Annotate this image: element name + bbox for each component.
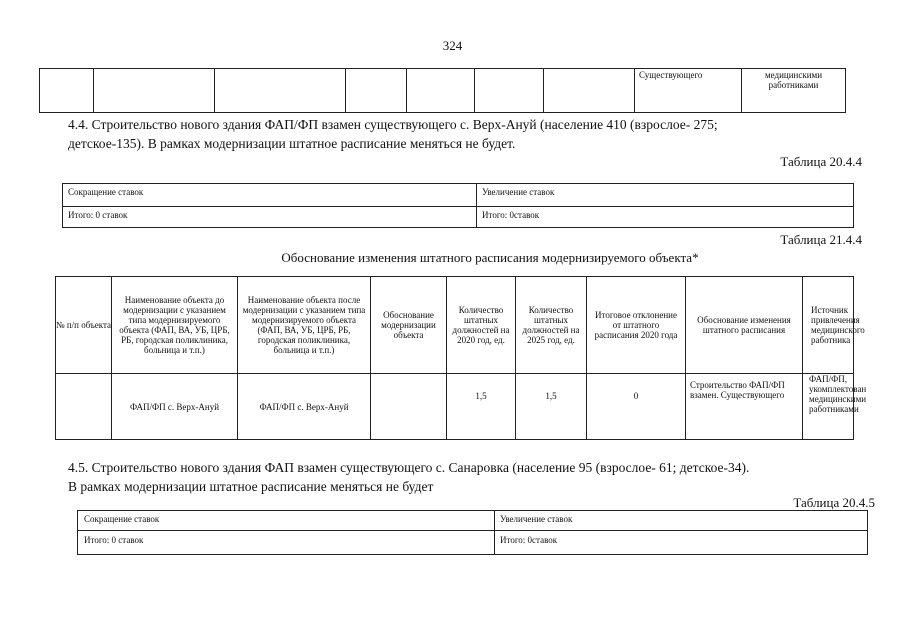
row-name-before: ФАП/ФП с. Верх-Ануй <box>112 374 238 440</box>
table-21-4-4-title: Обоснование изменения штатного расписания модернизируемого объекта* <box>281 250 699 265</box>
reduction-total: Итого: 0 ставок <box>63 207 477 228</box>
row-name-after: ФАП/ФП с. Верх-Ануй <box>238 374 371 440</box>
header-count-2020: Количество штатных должностей на 2020 год, ед. <box>447 277 516 374</box>
table-20-4-4-label: Таблица 20.4.4 <box>780 154 862 169</box>
row-count-2020: 1,5 <box>447 374 516 440</box>
header-count-2025: Количество штатных должностей на 2025 год, ед. <box>516 277 587 374</box>
header-num: № п/п объекта <box>56 277 112 374</box>
table-20-4-4 <box>62 183 854 228</box>
increase-total: Итого: 0ставок <box>477 207 854 228</box>
staffed-cell: медицинскими работниками <box>742 69 846 113</box>
increase-total-2: Итого: 0ставок <box>495 531 868 555</box>
row-source: ФАП/ФП, укомплектован медицинскими работниками <box>803 374 854 440</box>
top-continuation-table <box>39 68 846 113</box>
header-source: Источник привлечения медицинского работника <box>803 277 854 374</box>
section-4-4-line2: детское-135). В рамках модернизации штатное расписание меняться не будет. <box>68 136 516 151</box>
page-number: 324 <box>442 38 463 53</box>
table-21-4-4-label: Таблица 21.4.4 <box>780 232 862 247</box>
header-deviation: Итоговое отклонение от штатного расписания 2020 года <box>587 277 686 374</box>
header-name-before: Наименование объекта до модернизации с указанием типа модернизируемого объекта (ФАП, ВА, УБ, ЦРБ, РБ, городская поликлиника, больница и т.п.) <box>112 277 238 374</box>
header-justification-object: Обоснование модернизации объекта <box>371 277 447 374</box>
reduction-header-2: Сокращение ставок <box>78 511 495 531</box>
reduction-header: Сокращение ставок <box>63 184 477 207</box>
table-20-4-5-label: Таблица 20.4.5 <box>793 495 875 510</box>
row-num <box>56 374 112 440</box>
reduction-total-2: Итого: 0 ставок <box>78 531 495 555</box>
row-count-2025: 1,5 <box>516 374 587 440</box>
section-4-5-line1: 4.5. Строительство нового здания ФАП взамен существующего с. Санаровка (население 95 (взрослое- 61; детское-34). <box>68 460 750 475</box>
existing-cell: Существующего <box>635 69 742 113</box>
table-20-4-5 <box>77 510 868 555</box>
table-21-4-4 <box>55 276 867 440</box>
header-justification-change: Обоснование изменения штатного расписания <box>686 277 803 374</box>
row-justification-object <box>371 374 447 440</box>
row-deviation: 0 <box>587 374 686 440</box>
increase-header-2: Увеличение ставок <box>495 511 868 531</box>
row-justification-change: Строительство ФАП/ФП взамен. Существующего <box>686 374 803 440</box>
section-4-5-line2: В рамках модернизации штатное расписание меняться не будет <box>68 479 434 494</box>
increase-header: Увеличение ставок <box>477 184 854 207</box>
header-name-after: Наименование объекта после модернизации с указанием типа модернизируемого объекта (ФАП, ВА, УБ, ЦРБ, РБ, городская поликлиника, больница и т.п.) <box>238 277 371 374</box>
section-4-4-line1: 4.4. Строительство нового здания ФАП/ФП взамен существующего с. Верх-Ануй (население 410 (взрослое- 275; <box>68 117 718 132</box>
